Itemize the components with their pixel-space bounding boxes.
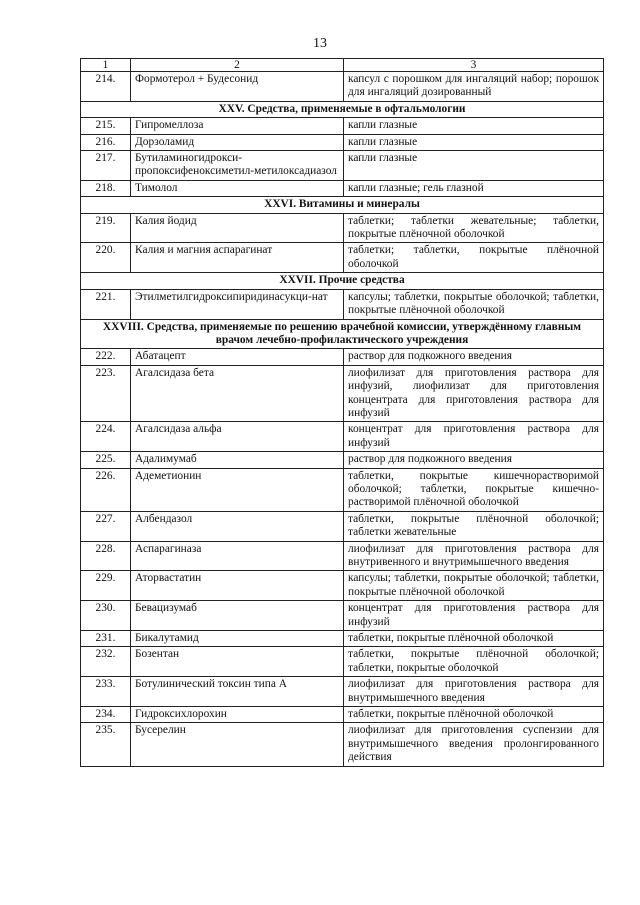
- row-number: 227.: [81, 511, 131, 541]
- dosage-form: таблетки, покрытые плёночной оболочкой; таблетки, покрытые оболочкой: [344, 647, 604, 677]
- table-row: [81, 422, 604, 452]
- dosage-form: таблетки; таблетки, покрытые плёночной оболочкой: [344, 243, 604, 273]
- drug-name: Агалсидаза бета: [131, 365, 344, 422]
- row-number: 222.: [81, 349, 131, 365]
- drug-name: Абатацепт: [131, 349, 344, 365]
- drug-name: Калия йодид: [131, 213, 344, 243]
- table-row: [81, 134, 604, 150]
- dosage-form: лиофилизат для приготовления раствора для внутривенного и внутримышечного введения: [344, 541, 604, 571]
- section-heading-row: [81, 273, 604, 289]
- drug-name: Агалсидаза альфа: [131, 422, 344, 452]
- dosage-form: концентрат для приготовления раствора для инфузий: [344, 422, 604, 452]
- table-row: [81, 243, 604, 273]
- row-number: 214.: [81, 72, 131, 102]
- row-number: 216.: [81, 134, 131, 150]
- section-heading: XXVIII. Средства, применяемые по решению врачебной комиссии, утверждённому главным врачом лечебно-профилактического учреждения: [81, 319, 604, 349]
- drug-name: Бевацизумаб: [131, 601, 344, 631]
- table-row: [81, 213, 604, 243]
- dosage-form: раствор для подкожного введения: [344, 452, 604, 468]
- section-heading: XXV. Средства, применяемые в офтальмологии: [81, 101, 604, 117]
- table-row: [81, 601, 604, 631]
- table-row: [81, 72, 604, 102]
- table-row: [81, 511, 604, 541]
- table-row: [81, 707, 604, 723]
- dosage-form: таблетки; таблетки жевательные; таблетки, покрытые плёночной оболочкой: [344, 213, 604, 243]
- dosage-form: капли глазные: [344, 151, 604, 181]
- drug-name: Адеметионин: [131, 468, 344, 511]
- row-number: 231.: [81, 631, 131, 647]
- drug-name: Бозентан: [131, 647, 344, 677]
- row-number: 218.: [81, 180, 131, 196]
- drug-name: Албендазол: [131, 511, 344, 541]
- dosage-form: таблетки, покрытые плёночной оболочкой; таблетки жевательные: [344, 511, 604, 541]
- column-header-name: 2: [131, 59, 344, 72]
- section-heading-row: [81, 319, 604, 349]
- row-number: 228.: [81, 541, 131, 571]
- dosage-form: лиофилизат для приготовления раствора для инфузий, лиофилизат для приготовления концентрата для приготовления раствора для инфузий: [344, 365, 604, 422]
- drug-name: Гипромеллоза: [131, 118, 344, 134]
- table-row: [81, 365, 604, 422]
- drug-name: Этилметилгидроксипиридинасукци-нат: [131, 289, 344, 319]
- dosage-form: капли глазные: [344, 134, 604, 150]
- table-row: [81, 541, 604, 571]
- drug-name: Калия и магния аспарагинат: [131, 243, 344, 273]
- row-number: 225.: [81, 452, 131, 468]
- row-number: 229.: [81, 571, 131, 601]
- drug-name: Аторвастатин: [131, 571, 344, 601]
- drug-name: Дорзоламид: [131, 134, 344, 150]
- dosage-form: капсулы; таблетки, покрытые оболочкой; таблетки, покрытые плёночной оболочкой: [344, 571, 604, 601]
- drug-name: Ботулинический токсин типа А: [131, 677, 344, 707]
- row-number: 217.: [81, 151, 131, 181]
- table-row: [81, 452, 604, 468]
- column-header-form: 3: [344, 59, 604, 72]
- column-header-row: [81, 59, 604, 72]
- row-number: 235.: [81, 723, 131, 766]
- table-row: [81, 151, 604, 181]
- row-number: 219.: [81, 213, 131, 243]
- drug-name: Адалимумаб: [131, 452, 344, 468]
- section-heading-row: [81, 197, 604, 213]
- dosage-form: капсул с порошком для ингаляций набор; порошок для ингаляций дозированный: [344, 72, 604, 102]
- column-header-number: 1: [81, 59, 131, 72]
- dosage-form: таблетки, покрытые плёночной оболочкой: [344, 707, 604, 723]
- page-number: 13: [313, 36, 327, 51]
- table-row: [81, 631, 604, 647]
- table-row: [81, 349, 604, 365]
- row-number: 226.: [81, 468, 131, 511]
- drug-name: Тимолол: [131, 180, 344, 196]
- dosage-form: раствор для подкожного введения: [344, 349, 604, 365]
- drug-name: Формотерол + Будесонид: [131, 72, 344, 102]
- dosage-form: таблетки, покрытые плёночной оболочкой: [344, 631, 604, 647]
- drug-name: Бусерелин: [131, 723, 344, 766]
- table-row: [81, 677, 604, 707]
- drug-name: Бутиламиногидрокси-пропоксифеноксиметил-метилоксадиазол: [131, 151, 344, 181]
- section-heading: XXVII. Прочие средства: [81, 273, 604, 289]
- section-heading-row: [81, 101, 604, 117]
- table-row: [81, 180, 604, 196]
- dosage-form: концентрат для приготовления раствора для инфузий: [344, 601, 604, 631]
- row-number: 223.: [81, 365, 131, 422]
- table-row: [81, 118, 604, 134]
- table-row: [81, 289, 604, 319]
- drug-name: Бикалутамид: [131, 631, 344, 647]
- dosage-form: лиофилизат для приготовления суспензии для внутримышечного введения пролонгированного действия: [344, 723, 604, 766]
- dosage-form: лиофилизат для приготовления раствора для внутримышечного введения: [344, 677, 604, 707]
- table-row: [81, 468, 604, 511]
- dosage-form: капли глазные; гель глазной: [344, 180, 604, 196]
- dosage-form: капли глазные: [344, 118, 604, 134]
- row-number: 234.: [81, 707, 131, 723]
- table-row: [81, 647, 604, 677]
- dosage-form: таблетки, покрытые кишечнорастворимой оболочкой; таблетки, покрытые кишечно-растворимой плёночной оболочкой: [344, 468, 604, 511]
- row-number: 230.: [81, 601, 131, 631]
- drug-list-table: [80, 58, 604, 767]
- row-number: 221.: [81, 289, 131, 319]
- table-row: [81, 571, 604, 601]
- drug-name: Аспарагиназа: [131, 541, 344, 571]
- row-number: 224.: [81, 422, 131, 452]
- row-number: 220.: [81, 243, 131, 273]
- row-number: 232.: [81, 647, 131, 677]
- dosage-form: капсулы; таблетки, покрытые оболочкой; таблетки, покрытые плёночной оболочкой: [344, 289, 604, 319]
- drug-name: Гидроксихлорохин: [131, 707, 344, 723]
- section-heading: XXVI. Витамины и минералы: [81, 197, 604, 213]
- table-row: [81, 723, 604, 766]
- row-number: 233.: [81, 677, 131, 707]
- row-number: 215.: [81, 118, 131, 134]
